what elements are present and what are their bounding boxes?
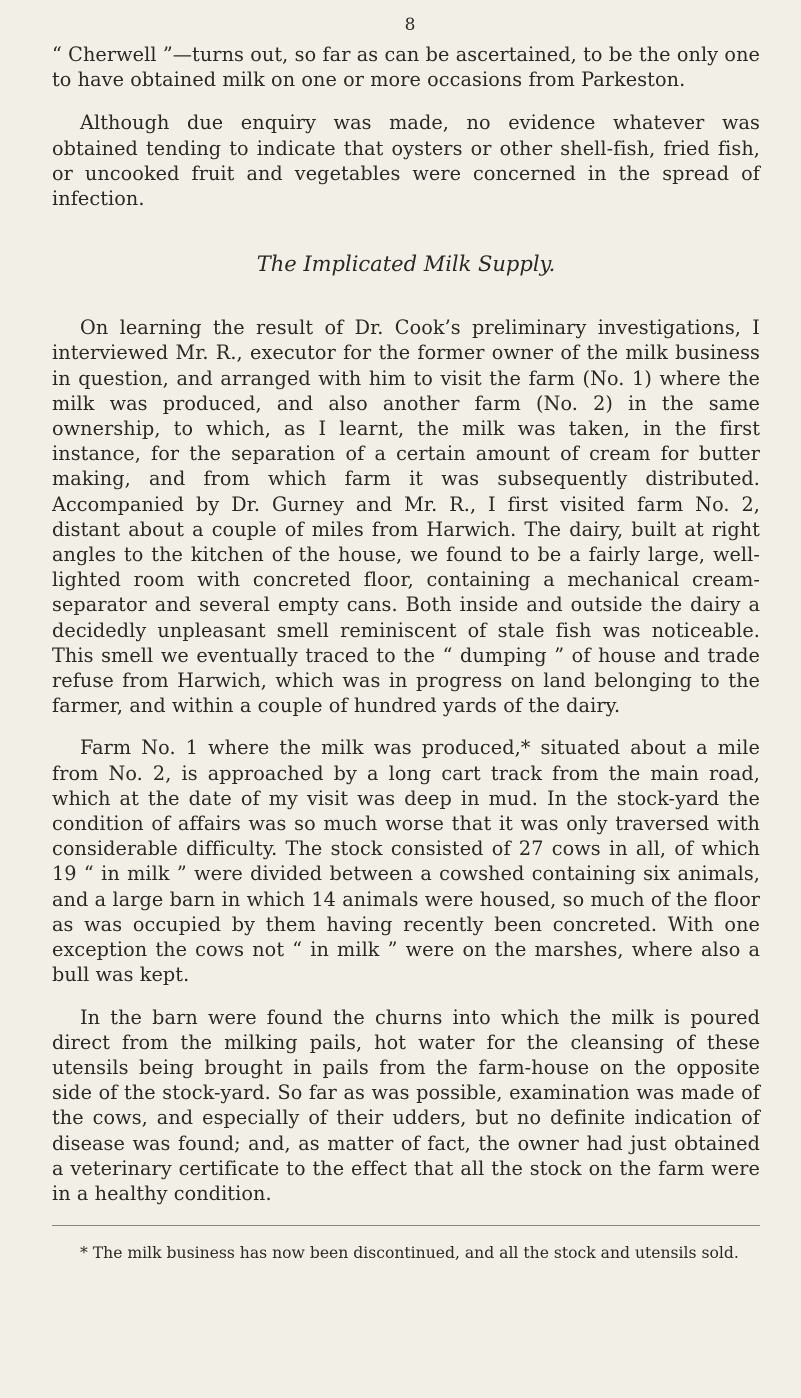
paragraph-cherwell: “ Cherwell ”—turns out, so far as can be ascertained, to be the only one to have obtained milk on one or more occasions from Parkeston. — [52, 43, 760, 92]
paragraph-investigation: On learning the result of Dr. Cook’s preliminary investigations, I interviewed Mr. R., executor for the former owner of the milk business in question, and arranged with him to visit the farm (No. 1) where the milk was produced, and also another farm (No. 2) in the same ownership, to which, as I learnt, the milk was taken, in the first instance, for the separation of a certain amount of cream for butter making, and from which farm it was subsequently distributed. Accompanied by Dr. Gurney and Mr. R., I first visited farm No. 2, distant about a couple of miles from Harwich. The dairy, built at right angles to the kitchen of the house, we found to be a fairly large, well-lighted room with concreted floor, containing a mechanical cream-separator and several empty cans. Both inside and outside the dairy a decidedly unpleasant smell reminiscent of stale fish was noticeable. This smell we eventually traced to the “ dumping ” of house and trade refuse from Harwich, which was in progress on land belonging to the farmer, and within a couple of hundred yards of the dairy. — [52, 316, 760, 718]
footnote-divider — [52, 1225, 760, 1226]
section-heading: The Implicated Milk Supply. — [256, 252, 556, 277]
paragraph-barn-churns: In the barn were found the churns into which the milk is poured direct from the milking pails, hot water for the cleansing of these utensils being brought in pails from the farm-house on the opposite side of the stock-yard. So far as was possible, examination was made of the cows, and especially of their udders, but no definite indication of disease was found; and, as matter of fact, the owner had just obtained a veterinary certificate to the effect that all the stock on the farm were in a healthy condition. — [52, 1005, 760, 1205]
document-page — [52, 0, 760, 1264]
paragraph-no-evidence: Although due enquiry was made, no evidence whatever was obtained tending to indicate that oysters or other shell-fish, fried fish, or uncooked fruit and vegetables were concerned in the spread of infection. — [52, 111, 760, 211]
footnote: * The milk business has now been discontinued, and all the stock and utensils sold. — [80, 1244, 739, 1263]
page-number: 8 — [404, 15, 416, 35]
paragraph-farm-no-1: Farm No. 1 where the milk was produced,* situated about a mile from No. 2, is approached by a long cart track from the main road, which at the date of my visit was deep in mud. In the stock-yard the condition of affairs was so much worse that it was only traversed with considerable difficulty. The stock consisted of 27 cows in all, of which 19 “ in milk ” were divided between a cowshed containing six animals, and a large barn in which 14 animals were housed, so much of the floor as was occupied by them having recently been concreted. With one exception the cows not “ in milk ” were on the marshes, where also a bull was kept. — [52, 736, 760, 987]
